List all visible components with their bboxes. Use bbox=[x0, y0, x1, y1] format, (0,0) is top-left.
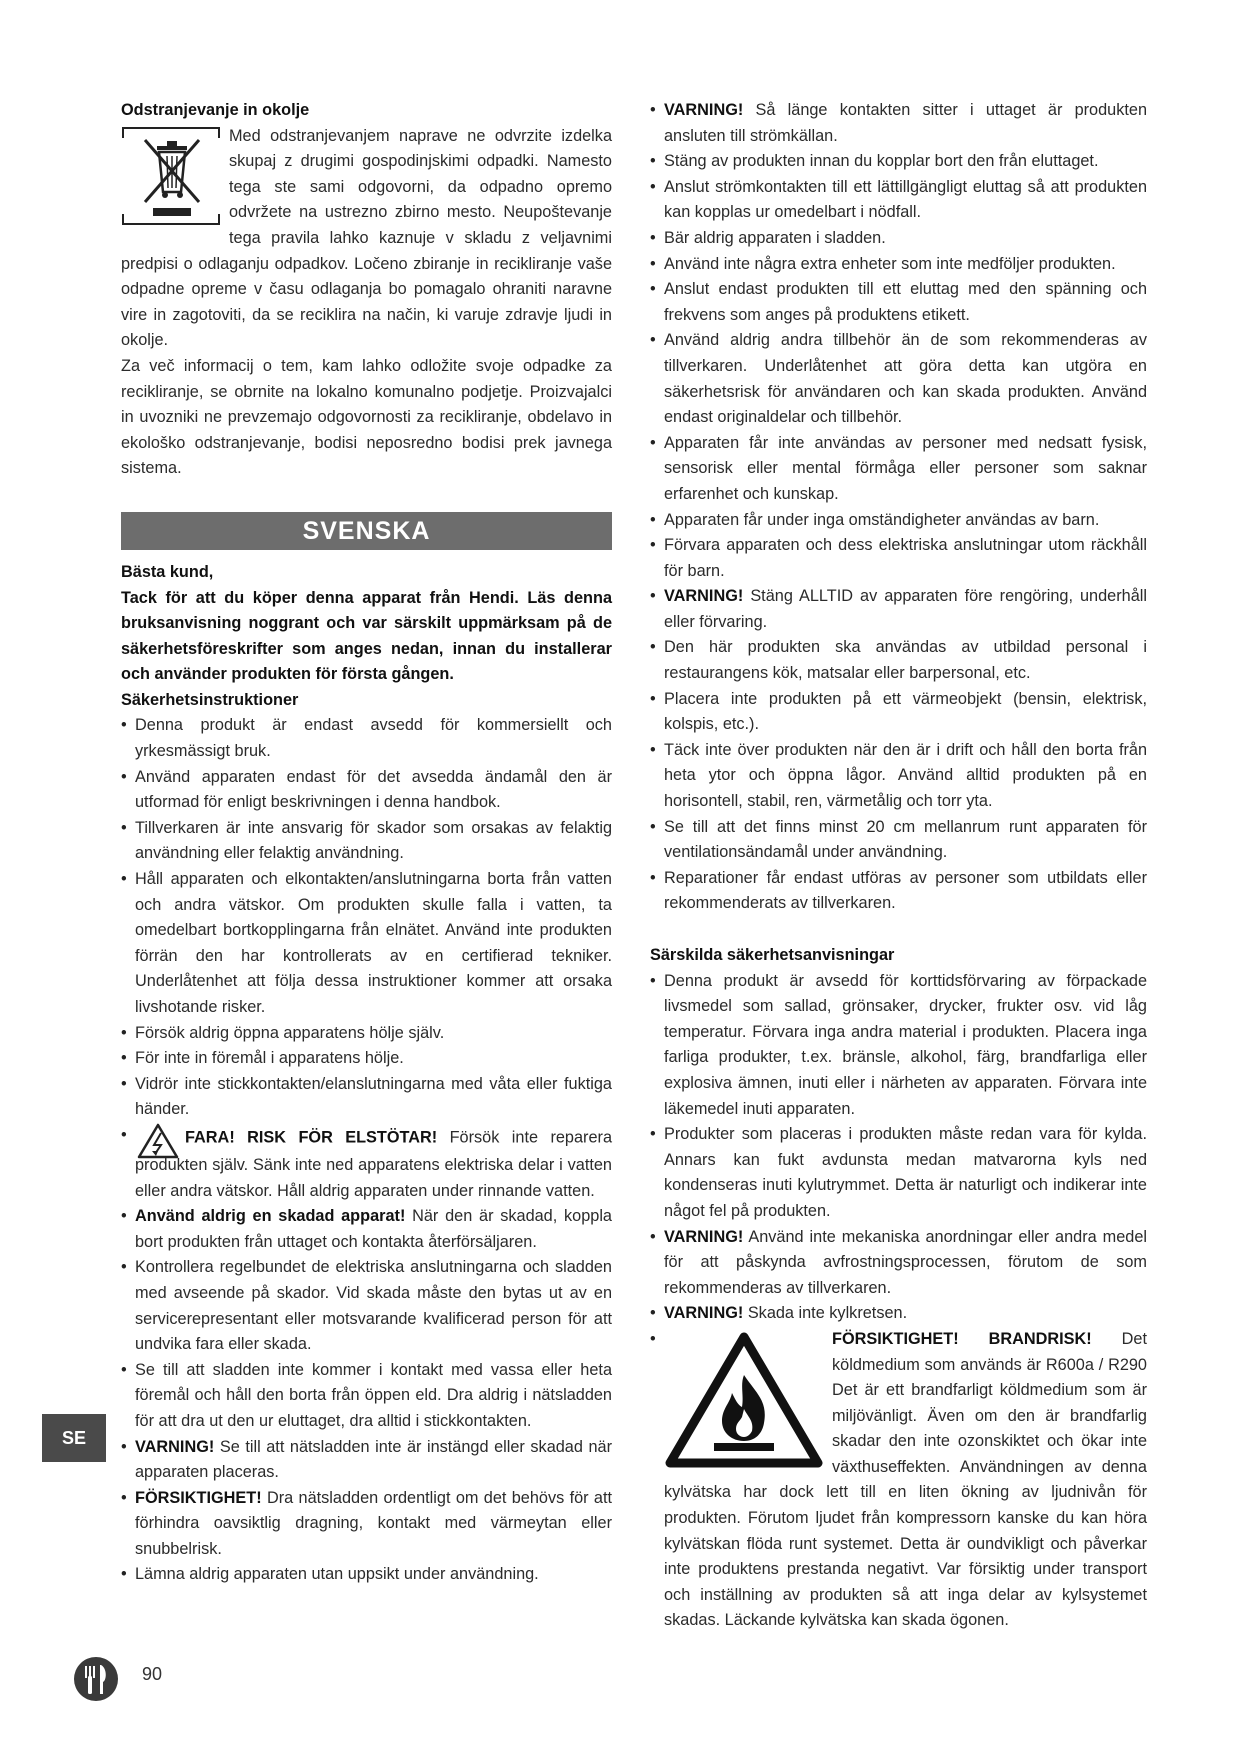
list-item: • Placera inte produkten på ett värmeobjekt (bensin, elektrisk, kolspis, etc.). bbox=[650, 687, 1147, 738]
electric-hazard-icon bbox=[137, 1123, 179, 1159]
disposal-paragraph-1: Med odstranjevanjem naprave ne odvrzite izdelka skupaj z drugimi gospodinjskimi odpadki. Namesto tega ste sami odgovorni, da odpadno opremo odvržete na ustrezno zbirno mesto. Neupoštevanje tega pravila lahko kaznuje v skladu z veljavnimi predpisi o odlaganju odpadkov. Ločeno zbiranje in recikliranje vaše odpadne opreme v času odlaganja bo pomagalo ohraniti naravne vire in zagotoviti, da se reciklira na način, ki varuje zdravje ljudi in okolje. bbox=[121, 126, 612, 350]
special-safety-heading: Särskilda säkerhetsanvisningar bbox=[650, 946, 895, 964]
list-item: • VARNING! Stäng ALLTID av apparaten före rengöring, underhåll eller förvaring. bbox=[650, 584, 1147, 635]
fire-risk-item: • FÖRSIKTIGHET! BRANDRISK! Det köldmedium som används är R600a / R290 Det är ett brandfarligt köldmedium som är miljövänligt. Även om den är brandfarlig skadar den inte ozonskiktet och ökar inte växthuseffekten. Användningen av denna kylvätska har dock lett till en liten ökning av ljudnivån för produkten. Förutom ljudet från kompressorn kanske du kan höra kylvätskan flöda runt systemet. Detta är oundvikligt och påverkar inte produktens prestanda negativt. Var försiktig under transport och inställning av produkten så att inga delar av kylsystemet skadas. Läckande kylvätska kan skada ögonen. bbox=[650, 1327, 1147, 1634]
flammable-icon bbox=[664, 1331, 824, 1469]
list-item: • Använd aldrig andra tillbehör än de som rekommenderas av tillverkaren. Underlåtenhet att göra detta kan utgöra en säkerhetsrisk för användaren och kan skada produkten. Använd endast originaldelar och tillbehör. bbox=[650, 328, 1147, 430]
list-item: • Bär aldrig apparaten i sladden. bbox=[650, 226, 1147, 252]
list-item: • Förvara apparaten och dess elektriska anslutningar utom räckhåll för barn. bbox=[650, 533, 1147, 584]
safety-list-1 bbox=[121, 713, 612, 1588]
list-item: • Reparationer får endast utföras av personer som utbildats eller rekommenderats av tillverkaren. bbox=[650, 866, 1147, 917]
crossed-bin-icon bbox=[121, 126, 221, 226]
list-item: • Se till att det finns minst 20 cm mellanrum runt apparaten för ventilationsändamål under användning. bbox=[650, 815, 1147, 866]
safety-list-2 bbox=[650, 98, 1147, 917]
list-item: • Denna produkt är avsedd för korttidsförvaring av förpackade livsmedel som sallad, grönsaker, drycker, frukter osv. vid låg temperatur. Förvara inga andra material i produkten. Placera inga farliga produkter, t.ex. bränsle, alkohol, färg, brandfarliga eller explosiva ämnen, inuti eller i närheten av apparaten. Förvara inte läkemedel inuti apparaten. bbox=[650, 969, 1147, 1123]
list-item: • Använd apparaten endast för det avsedda ändamål den är utformad för enligt beskrivningen i denna handbok. bbox=[121, 765, 612, 816]
list-item: • VARNING! Använd inte mekaniska anordningar eller andra medel för att påskynda avfrostningsprocessen, förutom de som rekommenderas av tillverkaren. bbox=[650, 1225, 1147, 1302]
page-number: 90 bbox=[142, 1664, 163, 1684]
list-item: • Se till att sladden inte kommer i kontakt med vassa eller heta föremål och håll den borta från öppen eld. Dra aldrig i nätsladden för att dra ut den ur eluttaget, dra alltid i stickkontakten. bbox=[121, 1358, 612, 1435]
list-item: • Anslut strömkontakten till ett lättillgängligt eluttag så att produkten kan kopplas ur omedelbart i nödfall. bbox=[650, 175, 1147, 226]
list-item: • Den här produkten ska användas av utbildad personal i restaurangens kök, matsalar eller barpersonal, etc. bbox=[650, 635, 1147, 686]
list-item: • Denna produkt är endast avsedd för kommersiellt och yrkesmässigt bruk. bbox=[121, 713, 612, 764]
list-item: • VARNING! Skada inte kylkretsen. bbox=[650, 1301, 1147, 1327]
list-item: • Kontrollera regelbundet de elektriska anslutningarna och sladden med avseende på skador. Vid skada måste den bytas ut av en servicerepresentant eller motsvarande kvalificerad person för att undvika fara eller skada. bbox=[121, 1255, 612, 1357]
right-column bbox=[650, 98, 1147, 1634]
list-item: • Vidrör inte stickkontakten/elanslutningarna med våta eller fuktiga händer. bbox=[121, 1072, 612, 1123]
cutlery-logo-icon bbox=[73, 1656, 119, 1702]
list-item: • För inte in föremål i apparatens hölje. bbox=[121, 1046, 612, 1072]
list-item: • Tillverkaren är inte ansvarig för skador som orsakas av felaktig användning eller felaktig användning. bbox=[121, 816, 612, 867]
list-item: • Försök aldrig öppna apparatens hölje själv. bbox=[121, 1021, 612, 1047]
list-item: • Använd aldrig en skadad apparat! När den är skadad, koppla bort produkten från uttaget och kontakta återförsäljaren. bbox=[121, 1204, 612, 1255]
intro-text: Tack för att du köper denna apparat från Hendi. Läs denna bruksanvisning noggrant och var särskilt uppmärksam på de säkerhetsföreskrifter som anges nedan, innan du installerar och använder produkten för första gången. bbox=[121, 588, 612, 684]
special-list bbox=[650, 969, 1147, 1634]
list-item: • Stäng av produkten innan du kopplar bort den från eluttaget. bbox=[650, 149, 1147, 175]
list-item: • Håll apparaten och elkontakten/anslutningarna borta från vatten och andra vätskor. Om produkten skulle falla i vatten, ta omedelbart bortkopplingarna från elnätet. Använd inte produkten förrän den har kontrollerats av en certifierad tekniker. Underlåtenhet att följa dessa instruktioner kommer att orsaka livshotande risker. bbox=[121, 867, 612, 1021]
greeting: Bästa kund, bbox=[121, 562, 214, 581]
disposal-heading: Odstranjevanje in okolje bbox=[121, 101, 310, 119]
list-item: • VARNING! Se till att nätsladden inte är instängd eller skadad när apparaten placeras. bbox=[121, 1435, 612, 1486]
list-item: • Täck inte över produkten när den är i drift och håll den borta från heta ytor och öppna lågor. Använd alltid produkten på en horisontell, stabil, ren, värmetålig och torr yta. bbox=[650, 738, 1147, 815]
list-item: • Apparaten får inte användas av personer med nedsatt fysisk, sensorisk eller mental förmåga eller personer som saknar erfarenhet och kunskap. bbox=[650, 431, 1147, 508]
language-tab: SE bbox=[42, 1414, 106, 1462]
left-column bbox=[121, 98, 612, 1588]
section-title-bar: SVENSKA bbox=[121, 512, 612, 550]
danger-item: • FARA! RISK FÖR ELSTÖTAR! Försök inte reparera produkten själv. Sänk inte ned apparatens elektriska delar i vatten eller andra vätskor. Håll aldrig apparaten under rinnande vatten. bbox=[121, 1123, 612, 1204]
list-item: • Anslut endast produkten till ett eluttag med den spänning och frekvens som anges på produktens etikett. bbox=[650, 277, 1147, 328]
list-item: • Använd inte några extra enheter som inte medföljer produkten. bbox=[650, 252, 1147, 278]
list-item: • Produkter som placeras i produkten måste redan vara för kylda. Annars kan fukt avdunsta medan matvarorna kyls ned kondenseras inuti kylutrymmet. Detta är naturligt och indikerar inte något fel på produkten. bbox=[650, 1122, 1147, 1224]
safety-heading: Säkerhetsinstruktioner bbox=[121, 690, 299, 709]
list-item: • Lämna aldrig apparaten utan uppsikt under användning. bbox=[121, 1562, 612, 1588]
disposal-paragraph-2: Za več informacij o tem, kam lahko odložite svoje odpadke za recikliranje, se obrnite na lokalno komunalno podjetje. Proizvajalci in uvozniki ne prevzemajo odgovornosti za recikliranje, obdelavo in ekološko odstranjevanje, bodisi neposredno bodisi prek javnega sistema. bbox=[121, 356, 612, 478]
list-item: • VARNING! Så länge kontakten sitter i uttaget är produkten ansluten till strömkällan. bbox=[650, 98, 1147, 149]
list-item: • Apparaten får under inga omständigheter användas av barn. bbox=[650, 508, 1147, 534]
list-item: • FÖRSIKTIGHET! Dra nätsladden ordentligt om det behövs för att förhindra oavsiktlig dragning, kontakt med värmeytan eller snubbelrisk. bbox=[121, 1486, 612, 1563]
